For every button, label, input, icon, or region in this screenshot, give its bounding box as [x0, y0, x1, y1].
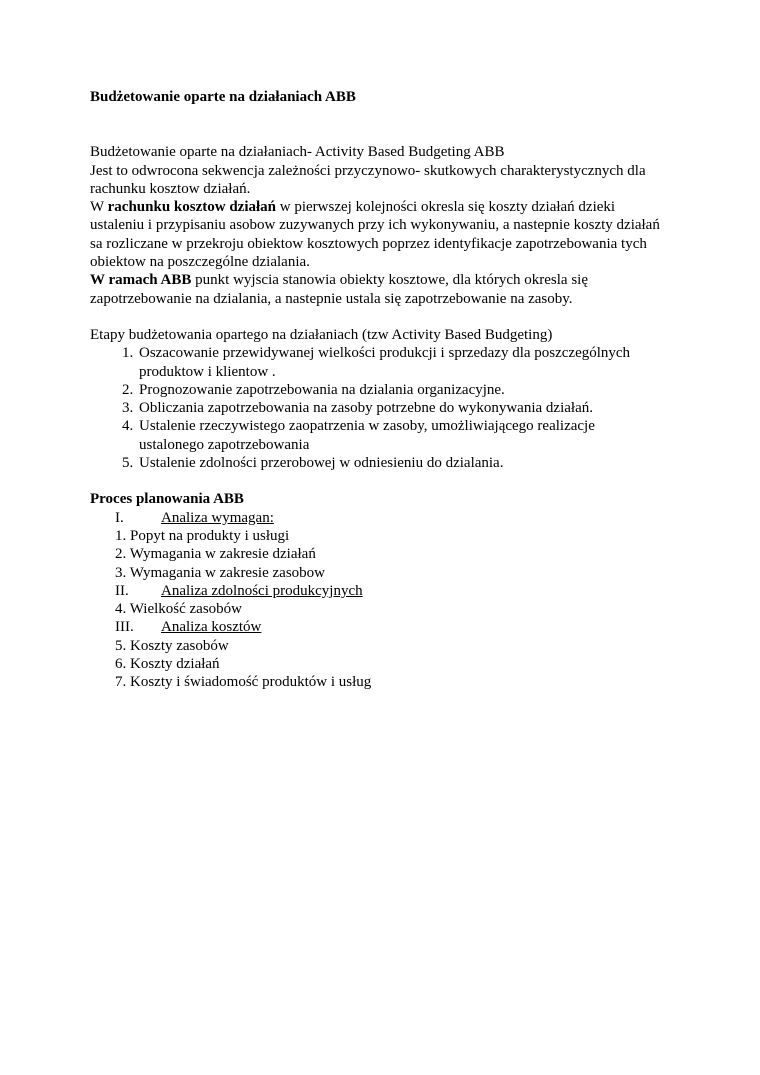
outline-item: 5. Koszty zasobów [115, 637, 229, 654]
text-run: W [90, 199, 108, 216]
etapy-item: 2. Prognozowanie zapotrzebowania na dzialania organizacyjne. [137, 381, 662, 399]
outline-item: 4. Wielkość zasobów [115, 601, 243, 618]
text-run: Jest to odwrocona sekwencja zależności przyczynowo- skutkowych charakterystycznych dla rachunku kosztow działań. [90, 162, 646, 197]
outline-item: 1. Popyt na produkty i usługi [115, 527, 290, 544]
spacer [90, 106, 662, 143]
paragraph [90, 271, 662, 308]
outline-heading: Analiza wymagan: [161, 509, 274, 526]
text-run: Budżetowanie oparte na działaniach- Activity Based Budgeting ABB [90, 144, 505, 161]
outline-roman-line [90, 582, 662, 600]
paragraph [90, 198, 662, 271]
etapy-item: 3. Obliczania zapotrzebowania na zasoby potrzebne do wykonywania działań. [137, 399, 662, 417]
roman-numeral: I. [115, 509, 124, 526]
spacer [90, 308, 662, 326]
etapy-section [90, 326, 662, 472]
bold-text-run: rachunku kosztow działań [107, 199, 277, 216]
outline-item: 3. Wymagania w zakresie zasobow [115, 564, 325, 581]
etapy-item: 5. Ustalenie zdolności przerobowej w odniesieniu do dzialania. [137, 454, 662, 472]
paragraph [90, 162, 662, 199]
outline-roman-line [90, 618, 662, 636]
roman-numeral: III. [115, 619, 134, 636]
outline-heading: Analiza kosztów [161, 619, 262, 636]
outline-heading: Analiza zdolności produkcyjnych [161, 582, 363, 599]
etapy-item: 1. Oszacowanie przewidywanej wielkości produkcji i sprzedazy dla poszczególnych produktow i klientow . [137, 344, 662, 381]
etapy-intro: Etapy budżetowania opartego na działaniach (tzw Activity Based Budgeting) [90, 326, 553, 343]
outline-item: 7. Koszty i świadomość produktów i usług [115, 674, 372, 691]
paragraph [90, 143, 662, 161]
page-title: Budżetowanie oparte na działaniach ABB [90, 89, 356, 105]
outline-item: 2. Wymagania w zakresie działań [115, 546, 316, 563]
intro-paragraphs [90, 143, 662, 308]
text-run: w pierwszej kolejności okresla się koszty działań dzieki ustaleniu i przypisaniu asobow zuzywanych przy ich wykonywaniu, a nastepnie koszty działań sa rozliczane w przekroju obiektow kosztowych poprzez identyfikacje zapotrzebowania tych obiektow na poszczególne dzialania. [90, 199, 660, 271]
roman-numeral: II. [115, 582, 129, 599]
process-outline [90, 509, 662, 692]
etapy-item: 4. Ustalenie rzeczywistego zaopatrzenia w zasoby, umożliwiającego realizacje ustalonego zapotrzebowania [137, 417, 662, 454]
outline-roman-line [90, 509, 662, 527]
spacer [90, 472, 662, 490]
outline-item: 6. Koszty działań [115, 656, 220, 673]
bold-text-run: W ramach ABB [90, 272, 192, 289]
etapy-list [90, 344, 662, 472]
process-heading: Proces planowania ABB [90, 491, 244, 508]
text-run: punkt wyjscia stanowia obiekty kosztowe, dla których okresla się zapotrzebowanie na dzialania, a nastepnie ustala się zapotrzebowanie na zasoby. [90, 272, 588, 307]
